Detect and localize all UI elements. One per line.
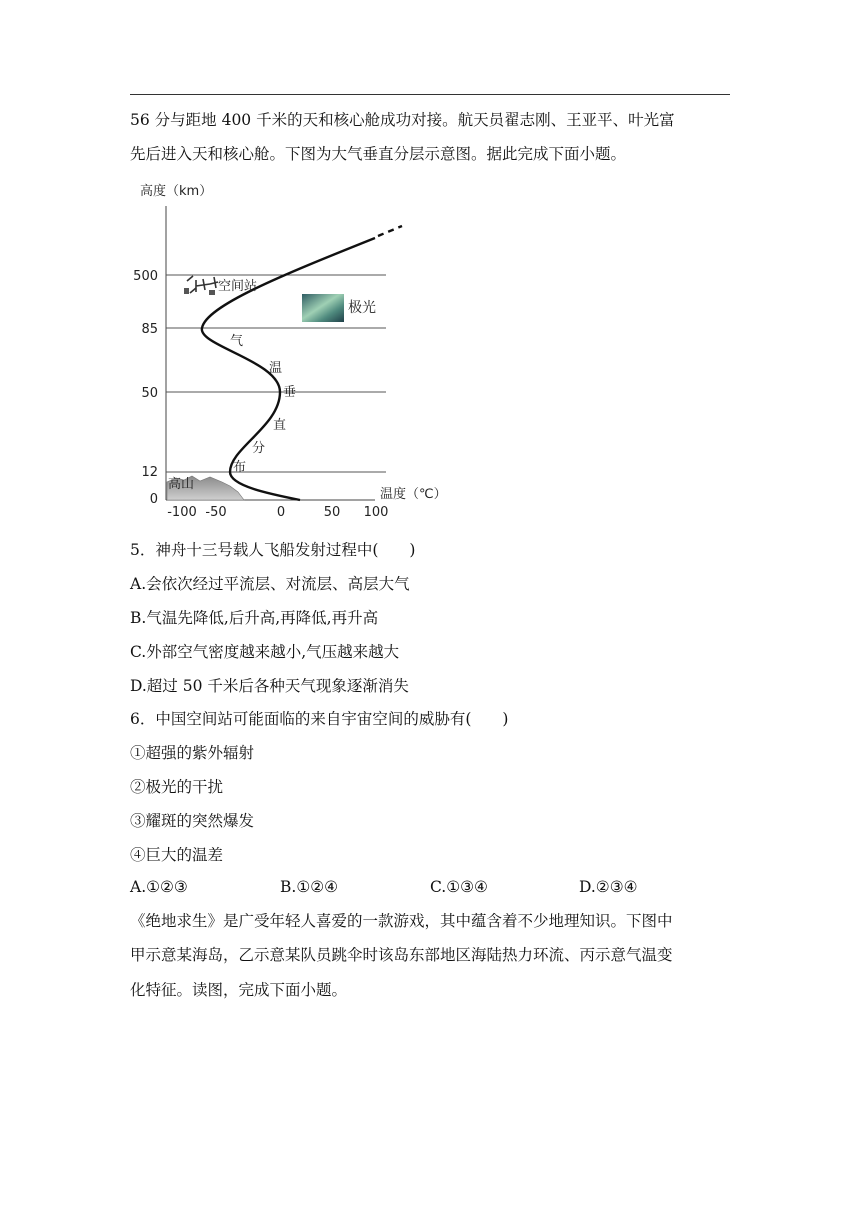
temperature-curve [202, 238, 375, 500]
q6-item-3: ③耀斑的突然爆发 [130, 812, 255, 830]
y-tick-85: 85 [141, 322, 158, 337]
x-tick-50: 50 [323, 505, 341, 520]
q6-option-b: B.①②④ [280, 878, 339, 896]
mountain-label: 高山 [168, 477, 195, 492]
y-tick-500: 500 [133, 269, 158, 284]
curve-char-zhi: 直 [273, 418, 287, 433]
atmosphere-layers-diagram [130, 176, 447, 522]
q6-item-4: ④巨大的温差 [130, 846, 224, 864]
space-station-icon [184, 276, 218, 295]
curve-char-wen: 温 [269, 361, 283, 376]
curve-char-chui: 垂 [283, 385, 297, 400]
q5-option-c: C.外部空气密度越来越小,气压越来越大 [130, 643, 400, 661]
q6-option-d: D.②③④ [579, 878, 638, 896]
space-station-label: 空间站 [218, 279, 258, 294]
q6-stem: 6．中国空间站可能面临的来自宇宙空间的威胁有( ) [130, 710, 509, 728]
x-tick-100: 100 [363, 505, 389, 520]
q6-options-row [130, 878, 730, 898]
passage-line-3: 化特征。读图，完成下面小题。 [130, 981, 348, 999]
intro-line-2: 先后进入天和核心舱。下图为大气垂直分层示意图。据此完成下面小题。 [130, 145, 627, 163]
header-rule [130, 94, 730, 95]
x-axis-label: 温度（℃） [380, 487, 447, 502]
q5-option-a: A.会依次经过平流层、对流层、高层大气 [130, 575, 410, 593]
x-tick-minus50: -50 [205, 505, 227, 520]
q6-option-c: C.①③④ [430, 878, 488, 896]
q6-item-1: ①超强的紫外辐射 [130, 744, 255, 762]
curve-char-qi: 气 [230, 334, 244, 349]
y-tick-50: 50 [141, 386, 158, 401]
q6-item-2: ②极光的干扰 [130, 778, 224, 796]
q5-stem: 5．神舟十三号载人飞船发射过程中( ) [130, 541, 416, 559]
y-tick-0: 0 [149, 492, 158, 507]
x-tick-minus100: -100 [167, 505, 197, 520]
y-tick-12: 12 [141, 465, 158, 480]
aurora-label: 极光 [348, 300, 376, 316]
aurora-image [302, 294, 344, 322]
x-tick-0: 0 [276, 505, 286, 520]
y-axis-label: 高度（km） [140, 184, 213, 199]
curve-char-bu: 布 [233, 460, 247, 475]
temperature-curve-extension [378, 226, 402, 236]
passage-line-1: 《绝地求生》是广受年轻人喜爱的一款游戏，其中蕴含着不少地理知识。下图中 [130, 912, 673, 930]
q5-option-b: B.气温先降低,后升高,再降低,再升高 [130, 609, 379, 627]
q6-option-a: A.①②③ [130, 878, 188, 896]
passage-line-2: 甲示意某海岛，乙示意某队员跳伞时该岛东部地区海陆热力环流、丙示意气温变 [130, 946, 673, 964]
q5-option-d: D.超过 50 千米后各种天气现象逐渐消失 [130, 677, 409, 695]
curve-char-fen: 分 [252, 441, 266, 456]
intro-line-1: 56 分与距地 400 千米的天和核心舱成功对接。航天员翟志刚、王亚平、叶光富 [130, 111, 675, 129]
